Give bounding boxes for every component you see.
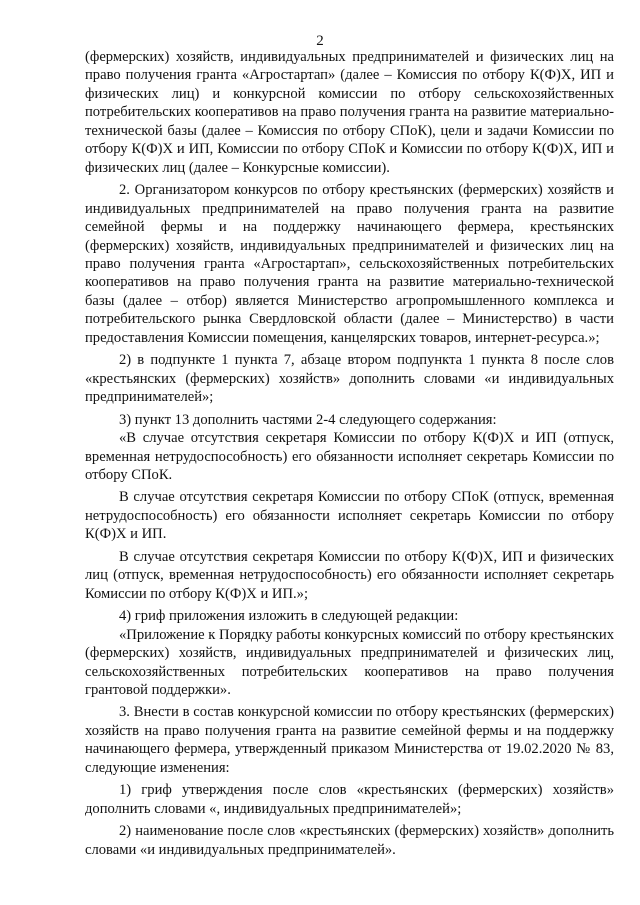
- paragraph-subitem-2: 2) в подпункте 1 пункта 7, абзаце втором подпункта 1 пункта 8 после слов «крестьянских (фермерских) хозяйств» дополнить словами «и индивидуальных предпринимателей»;: [85, 352, 614, 406]
- paragraph-appendix-title: «Приложение к Порядку работы конкурсных комиссий по отбору крестьянских (фермерских) хозяйств, индивидуальных предпринимателей и физических лиц, сельскохозяйственных потребительских кооперативов на право получения грантовой поддержки».: [85, 626, 614, 698]
- paragraph-item-3: 3. Внести в состав конкурсной комиссии по отбору крестьянских (фермерских) хозяйств на право получения гранта на развитие семейной фермы и на поддержку начинающего фермера, утвержденный приказом Министерства от 19.02.2020 № 83, следующие изменения:: [85, 704, 614, 776]
- paragraph-subitem-3: 3) пункт 13 дополнить частями 2-4 следующего содержания:: [119, 411, 497, 428]
- paragraph-subitem-2-name: 2) наименование после слов «крестьянских (фермерских) хозяйств» дополнить словами «и индивидуальных предпринимателей».: [85, 823, 614, 858]
- paragraph-quote-part-3: В случае отсутствия секретаря Комиссии по отбору СПоК (отпуск, временная нетрудоспособность) его обязанности исполняет секретарь Комиссии по отбору К(Ф)Х и ИП.: [85, 489, 614, 543]
- paragraph-continuation: (фермерских) хозяйств, индивидуальных предпринимателей и физических лиц на право получения гранта «Агростартап» (далее – Комиссия по отбору К(Ф)Х, ИП и физических лиц) и конкурсной комиссии по отбору сельскохозяйственных потребительских кооперативов на право получения гранта на развитие материально-технической базы (далее – Комиссия по отбору СПоК), цели и задачи Комиссии по отбору К(Ф)Х и ИП, Комиссии по отбору СПоК и Комиссии по отбору К(Ф)Х, ИП и физических лиц (далее – Конкурсные комиссии).: [85, 49, 614, 176]
- paragraph-item-2: 2. Организатором конкурсов по отбору крестьянских (фермерских) хозяйств и индивидуальных предпринимателей на право получения гранта на развитие семейной фермы и на поддержку начинающего фермера, крестьянских (фермерских) хозяйств, индивидуальных предпринимателей и физических лиц на право получения гранта «Агростартап», сельскохозяйственных потребительских кооперативов на право получения гранта на развитие материально-технической базы (далее – отбор) является Министерство агропромышленного комплекса и потребительского рынка Свердловской области (далее – Министерство) в части предоставления Комиссии помещения, канцелярских товаров, интернет-ресурса.»;: [85, 182, 614, 346]
- paragraph-quote-part-2: «В случае отсутствия секретаря Комиссии по отбору К(Ф)Х и ИП (отпуск, временная нетрудоспособность) его обязанности исполняет секретарь Комиссии по отбору СПоК.: [85, 430, 614, 483]
- document-body: [85, 48, 614, 859]
- paragraph-quote-part-4: В случае отсутствия секретаря Комиссии по отбору К(Ф)Х, ИП и физических лиц (отпуск, временная нетрудоспособность) его обязанности исполняет секретарь Комиссии по отбору К(Ф)Х и ИП.»;: [85, 548, 614, 602]
- paragraph-subitem-1-approval: 1) гриф утверждения после слов «крестьянских (фермерских) хозяйств» дополнить словами «, индивидуальных предпринимателей»;: [85, 782, 614, 817]
- paragraph-subitem-4: 4) гриф приложения изложить в следующей редакции:: [119, 608, 459, 625]
- page-number: 2: [316, 33, 324, 49]
